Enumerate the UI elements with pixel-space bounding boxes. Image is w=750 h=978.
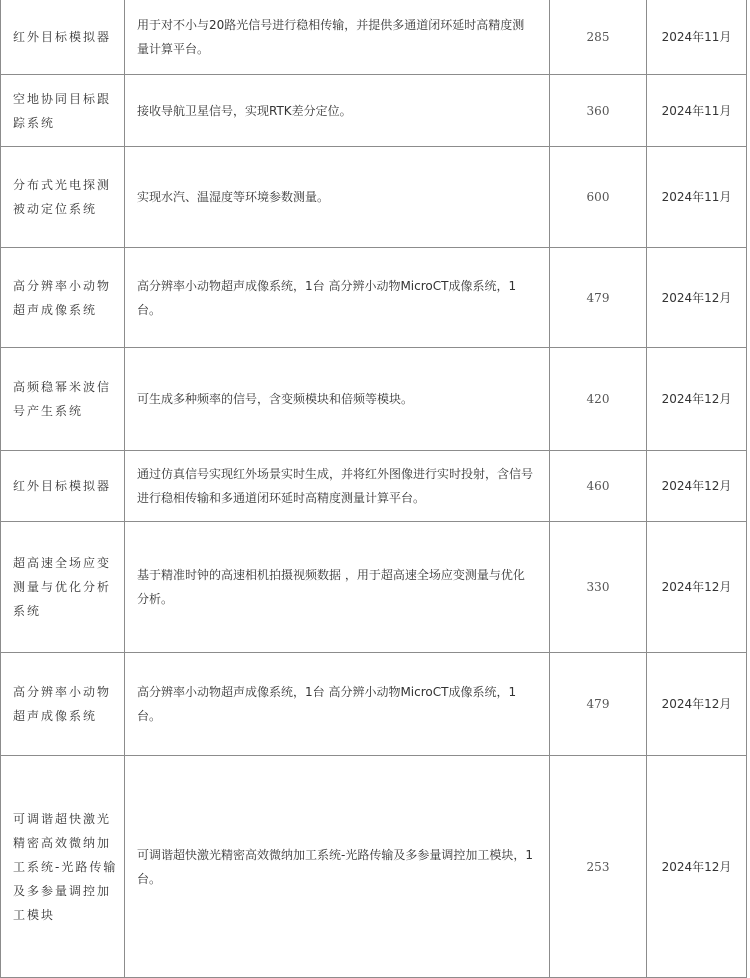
item-name: 高频稳幂米波信号产生系统 — [1, 348, 125, 451]
item-amount: 479 — [550, 248, 647, 348]
item-description: 接收导航卫星信号，实现RTK差分定位。 — [125, 75, 550, 147]
table-row — [1, 75, 747, 147]
item-amount: 360 — [550, 75, 647, 147]
item-amount: 600 — [550, 147, 647, 248]
item-date: 2024年12月 — [647, 348, 747, 451]
item-name: 高分辨率小动物超声成像系统 — [1, 248, 125, 348]
item-name: 超高速全场应变测量与优化分析系统 — [1, 522, 125, 653]
item-name: 红外目标模拟器 — [1, 451, 125, 522]
item-date: 2024年12月 — [647, 451, 747, 522]
table-row — [1, 147, 747, 248]
item-amount: 285 — [550, 0, 647, 75]
table-row — [1, 0, 747, 75]
item-name: 可调谐超快激光精密高效微纳加工系统-光路传输及多参量调控加工模块 — [1, 756, 125, 978]
item-name: 红外目标模拟器 — [1, 0, 125, 75]
item-date: 2024年11月 — [647, 75, 747, 147]
table-row — [1, 451, 747, 522]
item-description: 通过仿真信号实现红外场景实时生成，并将红外图像进行实时投射，含信号进行稳相传输和多通道闭环延时高精度测量计算平台。 — [125, 451, 550, 522]
item-description: 用于对不小与20路光信号进行稳相传输，并提供多通道闭环延时高精度测量计算平台。 — [125, 0, 550, 75]
item-amount: 460 — [550, 451, 647, 522]
item-date: 2024年12月 — [647, 653, 747, 756]
item-name: 高分辨率小动物超声成像系统 — [1, 653, 125, 756]
item-description: 可调谐超快激光精密高效微纳加工系统-光路传输及多参量调控加工模块，1台。 — [125, 756, 550, 978]
table-row — [1, 248, 747, 348]
item-amount: 479 — [550, 653, 647, 756]
table-row — [1, 348, 747, 451]
item-amount: 420 — [550, 348, 647, 451]
item-description: 高分辨率小动物超声成像系统，1台 高分辨小动物MicroCT成像系统，1台。 — [125, 248, 550, 348]
item-amount: 253 — [550, 756, 647, 978]
item-description: 可生成多种频率的信号，含变频模块和倍频等模块。 — [125, 348, 550, 451]
item-amount: 330 — [550, 522, 647, 653]
table-row — [1, 756, 747, 978]
item-date: 2024年12月 — [647, 756, 747, 978]
item-date: 2024年12月 — [647, 248, 747, 348]
table-row — [1, 522, 747, 653]
item-date: 2024年11月 — [647, 0, 747, 75]
item-date: 2024年11月 — [647, 147, 747, 248]
item-date: 2024年12月 — [647, 522, 747, 653]
item-description: 实现水汽、温湿度等环境参数测量。 — [125, 147, 550, 248]
item-name: 空地协同目标跟踪系统 — [1, 75, 125, 147]
procurement-table-body — [1, 0, 747, 978]
table-row — [1, 653, 747, 756]
item-name: 分布式光电探测被动定位系统 — [1, 147, 125, 248]
item-description: 高分辨率小动物超声成像系统，1台 高分辨小动物MicroCT成像系统，1台。 — [125, 653, 550, 756]
item-description: 基于精准时钟的高速相机拍摄视频数据 ，用于超高速全场应变测量与优化分析。 — [125, 522, 550, 653]
